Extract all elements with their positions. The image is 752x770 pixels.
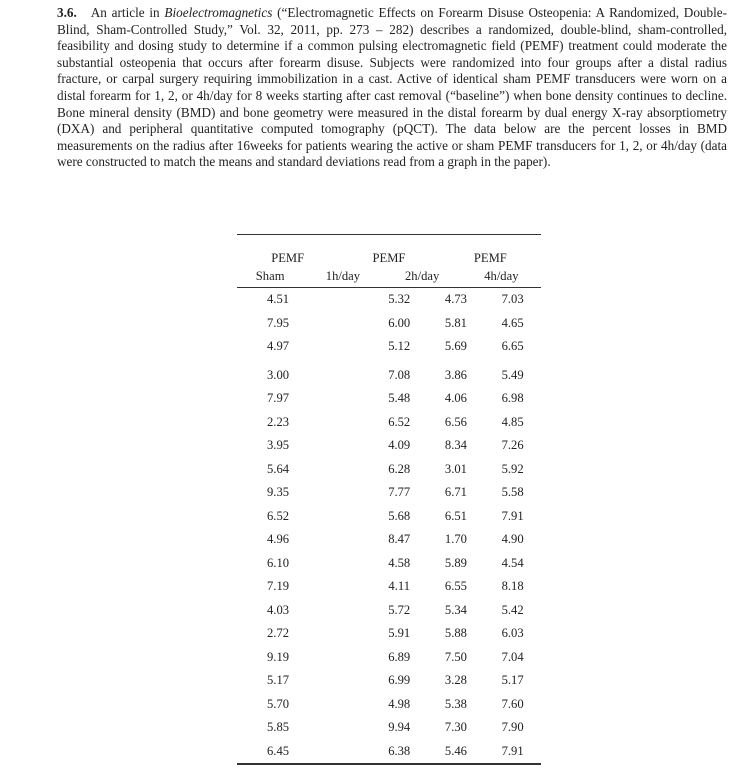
pemf-4h-value: 7.04 bbox=[501, 649, 524, 664]
pemf-4h-value: 4.65 bbox=[501, 315, 524, 330]
pemf-4h-value: 5.17 bbox=[501, 673, 524, 688]
sham-value: 6.52 bbox=[267, 508, 290, 523]
pemf-2h-value: 5.34 bbox=[444, 602, 467, 617]
pemf-2h-value: 7.50 bbox=[444, 649, 467, 664]
pemf-1h-value: 8.47 bbox=[388, 532, 411, 547]
sham-value: 2.23 bbox=[267, 414, 290, 429]
pemf-2h-value: 5.81 bbox=[444, 315, 467, 330]
problem-text-body: (“Electromagnetic Effects on Forearm Disuse Osteopenia: A Randomized, Double-Blind, Sham-Controlled Study,” Vol. 32, 2011, pp. 273 – 282) describes a randomized, double-blind, sham-controlled, feasibility and dosing study to determine if a common pulsing electromagnetic field (PEMF) treatment could moderate the substantial osteopenia that occurs after forearm disuse. Subjects were randomized into four groups after a distal radius fracture, or carpal surgery requiring immobilization in a cast. Active of identical sham PEMF transducers were worn on a distal forearm for 1, 2, or 4h/day for 8 weeks starting after cast removal (“baseline”) when bone density continues to decline. Bone mineral density (BMD) and bone geometry were measured in the distal forearm by dual energy X-ray absorptiometry (DXA) and peripheral quantitative computed tomography (pQCT). The data below are the percent losses in BMD measurements on the radius after 16weeks for patients wearing the active or sham PEMF transducers for 1, 2, or 4h/day (data were constructed to match the means and standard deviations read from a graph in the paper). bbox=[57, 5, 728, 170]
table-row bbox=[237, 646, 541, 670]
pemf-4h-value: 6.03 bbox=[501, 626, 524, 641]
header-top-pemf-2h: PEMF bbox=[372, 251, 406, 265]
sham-value: 5.85 bbox=[267, 720, 290, 735]
pemf-1h-value: 6.89 bbox=[388, 649, 411, 664]
sham-value: 7.97 bbox=[267, 391, 290, 406]
pemf-2h-value: 5.69 bbox=[444, 339, 467, 354]
pemf-4h-value: 4.85 bbox=[501, 414, 524, 429]
table-row bbox=[237, 364, 541, 388]
sham-value: 4.03 bbox=[267, 602, 290, 617]
table-row bbox=[237, 716, 541, 740]
pemf-1h-value: 9.94 bbox=[388, 720, 411, 735]
pemf-2h-value: 1.70 bbox=[444, 532, 467, 547]
sham-value: 6.10 bbox=[267, 555, 290, 570]
pemf-2h-value: 6.56 bbox=[444, 414, 467, 429]
pemf-1h-value: 6.28 bbox=[388, 461, 411, 476]
pemf-4h-value: 4.54 bbox=[501, 555, 524, 570]
table-bottom-rule bbox=[237, 763, 541, 765]
pemf-4h-value: 5.49 bbox=[501, 367, 524, 382]
table-row bbox=[237, 312, 541, 336]
header-pemf-2h: 2h/day bbox=[404, 269, 440, 283]
sham-value: 7.95 bbox=[267, 315, 290, 330]
header-top-pemf-4h: PEMF bbox=[473, 251, 507, 265]
pemf-4h-value: 6.65 bbox=[501, 339, 524, 354]
pemf-4h-value: 7.03 bbox=[501, 292, 524, 307]
pemf-4h-value: 4.90 bbox=[501, 532, 524, 547]
table-row bbox=[237, 669, 541, 693]
pemf-1h-value: 4.58 bbox=[388, 555, 411, 570]
pemf-4h-value: 7.90 bbox=[501, 720, 524, 735]
pemf-4h-value: 8.18 bbox=[501, 579, 524, 594]
table-row bbox=[237, 411, 541, 435]
sham-value: 4.96 bbox=[267, 532, 290, 547]
table-header-top bbox=[237, 235, 541, 269]
sham-value: 5.17 bbox=[267, 673, 290, 688]
table-row bbox=[237, 575, 541, 599]
pemf-2h-value: 8.34 bbox=[444, 438, 467, 453]
table-row bbox=[237, 505, 541, 529]
pemf-2h-value: 4.06 bbox=[444, 391, 467, 406]
problem-number: 3.6. bbox=[57, 5, 77, 20]
header-sham: Sham bbox=[255, 269, 285, 283]
header-pemf-4h: 4h/day bbox=[484, 269, 519, 283]
sham-value: 3.95 bbox=[267, 438, 290, 453]
pemf-1h-value: 5.32 bbox=[388, 292, 411, 307]
pemf-1h-value: 5.12 bbox=[388, 339, 411, 354]
pemf-1h-value: 7.08 bbox=[388, 367, 411, 382]
table-row bbox=[237, 387, 541, 411]
pemf-2h-value: 3.28 bbox=[444, 673, 467, 688]
table-row bbox=[237, 552, 541, 576]
table-row bbox=[237, 481, 541, 505]
pemf-1h-value: 4.11 bbox=[388, 579, 410, 594]
pemf-1h-value: 5.48 bbox=[388, 391, 411, 406]
pemf-1h-value: 6.52 bbox=[388, 414, 411, 429]
problem-statement bbox=[57, 5, 727, 171]
pemf-4h-value: 5.58 bbox=[501, 485, 524, 500]
table-row bbox=[237, 740, 541, 764]
table-body bbox=[237, 288, 541, 763]
sham-value: 7.19 bbox=[267, 579, 290, 594]
problem-text-lead: An article in bbox=[90, 5, 165, 20]
sham-value: 6.45 bbox=[267, 743, 290, 758]
sham-value: 3.00 bbox=[267, 367, 290, 382]
pemf-1h-value: 4.98 bbox=[388, 696, 411, 711]
pemf-2h-value: 6.71 bbox=[444, 485, 467, 500]
table-row bbox=[237, 693, 541, 717]
pemf-1h-value: 5.72 bbox=[388, 602, 411, 617]
pemf-2h-value: 3.86 bbox=[444, 367, 467, 382]
pemf-4h-value: 7.91 bbox=[501, 508, 524, 523]
pemf-1h-value: 5.91 bbox=[388, 626, 411, 641]
sham-value: 9.35 bbox=[267, 485, 290, 500]
pemf-2h-value: 5.46 bbox=[444, 743, 467, 758]
pemf-2h-value: 5.88 bbox=[444, 626, 467, 641]
pemf-1h-value: 7.77 bbox=[388, 485, 411, 500]
table-row bbox=[237, 335, 541, 359]
pemf-1h-value: 5.68 bbox=[388, 508, 411, 523]
sham-value: 5.64 bbox=[267, 461, 290, 476]
pemf-2h-value: 4.73 bbox=[444, 292, 467, 307]
sham-value: 4.97 bbox=[267, 339, 290, 354]
pemf-4h-value: 7.60 bbox=[501, 696, 524, 711]
pemf-2h-value: 3.01 bbox=[444, 461, 467, 476]
table-row bbox=[237, 599, 541, 623]
pemf-4h-value: 7.26 bbox=[501, 438, 524, 453]
sham-value: 4.51 bbox=[267, 292, 290, 307]
data-table bbox=[237, 234, 541, 765]
sham-value: 2.72 bbox=[267, 626, 290, 641]
pemf-4h-value: 7.91 bbox=[501, 743, 524, 758]
header-top-pemf-1h: PEMF bbox=[271, 251, 305, 265]
pemf-1h-value: 6.99 bbox=[388, 673, 411, 688]
pemf-2h-value: 5.89 bbox=[444, 555, 467, 570]
journal-title: Bioelectromagnetics bbox=[164, 5, 273, 20]
pemf-2h-value: 7.30 bbox=[444, 720, 467, 735]
pemf-4h-value: 5.92 bbox=[501, 461, 524, 476]
table-row bbox=[237, 622, 541, 646]
sham-value: 5.70 bbox=[267, 696, 290, 711]
sham-value: 9.19 bbox=[267, 649, 290, 664]
pemf-1h-value: 6.00 bbox=[388, 315, 411, 330]
table-row bbox=[237, 528, 541, 552]
table-row bbox=[237, 458, 541, 482]
pemf-2h-value: 5.38 bbox=[444, 696, 467, 711]
pemf-1h-value: 6.38 bbox=[388, 743, 411, 758]
header-pemf-1h: 1h/day bbox=[325, 269, 361, 283]
pemf-2h-value: 6.51 bbox=[444, 508, 467, 523]
table-row bbox=[237, 288, 541, 312]
table-row bbox=[237, 434, 541, 458]
pemf-1h-value: 4.09 bbox=[388, 438, 411, 453]
pemf-4h-value: 5.42 bbox=[501, 602, 524, 617]
pemf-4h-value: 6.98 bbox=[501, 391, 524, 406]
pemf-2h-value: 6.55 bbox=[444, 579, 467, 594]
